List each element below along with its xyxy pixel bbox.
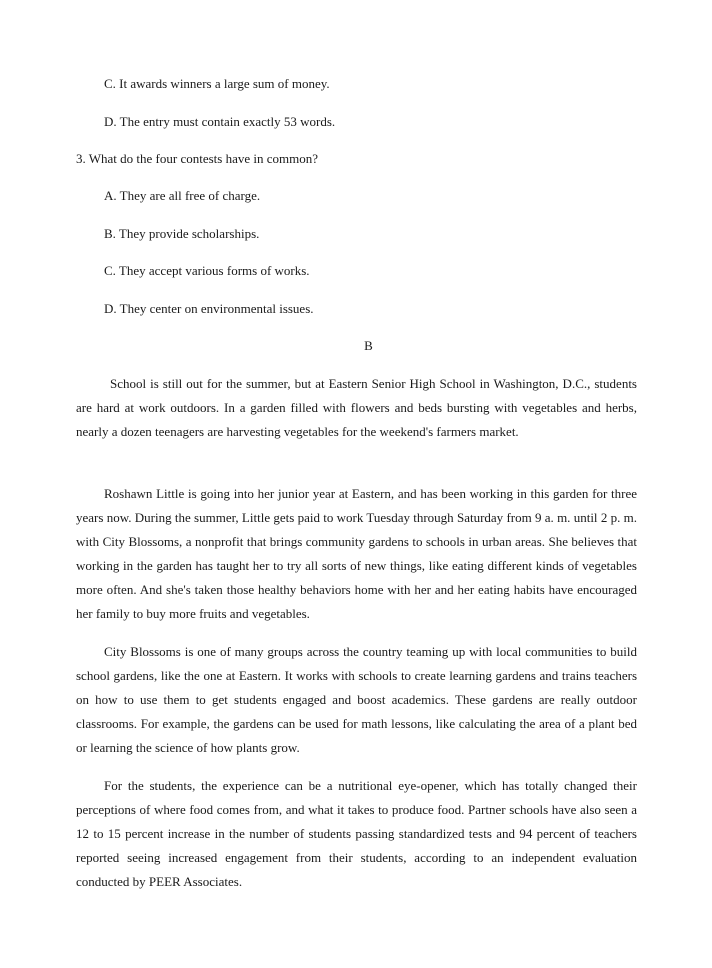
q3-option-d: D. They center on environmental issues.: [104, 301, 314, 316]
question-3-prompt: 3. What do the four contests have in common?: [76, 151, 319, 166]
q2-option-c: C. It awards winners a large sum of money.: [104, 76, 330, 91]
section-label: B: [364, 338, 373, 353]
q3-option-b: B. They provide scholarships.: [104, 226, 260, 241]
passage-paragraph-2: Roshawn Little is going into her junior year at Eastern, and has been working in this garden for three years now. During the summer, Little gets paid to work Tuesday through Saturday from 9 a. m. until 2 p. m. with City Blossoms, a nonprofit that brings community gardens to schools in urban areas. She believes that working in the garden has taught her to try all sorts of new things, like eating different kinds of vegetables more often. And she's taken those healthy behaviors home with her and her eating habits have encouraged her family to buy more fruits and vegetables.: [76, 486, 637, 621]
passage-paragraph-4: For the students, the experience can be a nutritional eye-opener, which has totally changed their perceptions of where food comes from, and what it takes to produce food. Partner schools have also seen a 12 to 15 percent increase in the number of students passing standardized tests and 94 percent of teachers reported seeing increased engagement from their students, according to an independent evaluation conducted by PEER Associates.: [76, 778, 637, 889]
q3-option-a: A. They are all free of charge.: [104, 188, 261, 203]
q2-option-d: D. The entry must contain exactly 53 words.: [104, 114, 336, 129]
passage-paragraph-3: City Blossoms is one of many groups across the country teaming up with local communities to build school gardens, like the one at Eastern. It works with schools to create learning gardens and trains teachers on how to use them to get students engaged and boost academics. These gardens are really outdoor classrooms. For example, the gardens can be used for math lessons, like calculating the area of a plant bed or learning the science of how plants grow.: [76, 644, 637, 755]
passage-paragraph-1: School is still out for the summer, but at Eastern Senior High School in Washington, D.C., students are hard at work outdoors. In a garden filled with flowers and beds bursting with vegetables and herbs, nearly a dozen teenagers are harvesting vegetables for the weekend's farmers market.: [76, 376, 637, 439]
q3-option-c: C. They accept various forms of works.: [104, 263, 310, 278]
